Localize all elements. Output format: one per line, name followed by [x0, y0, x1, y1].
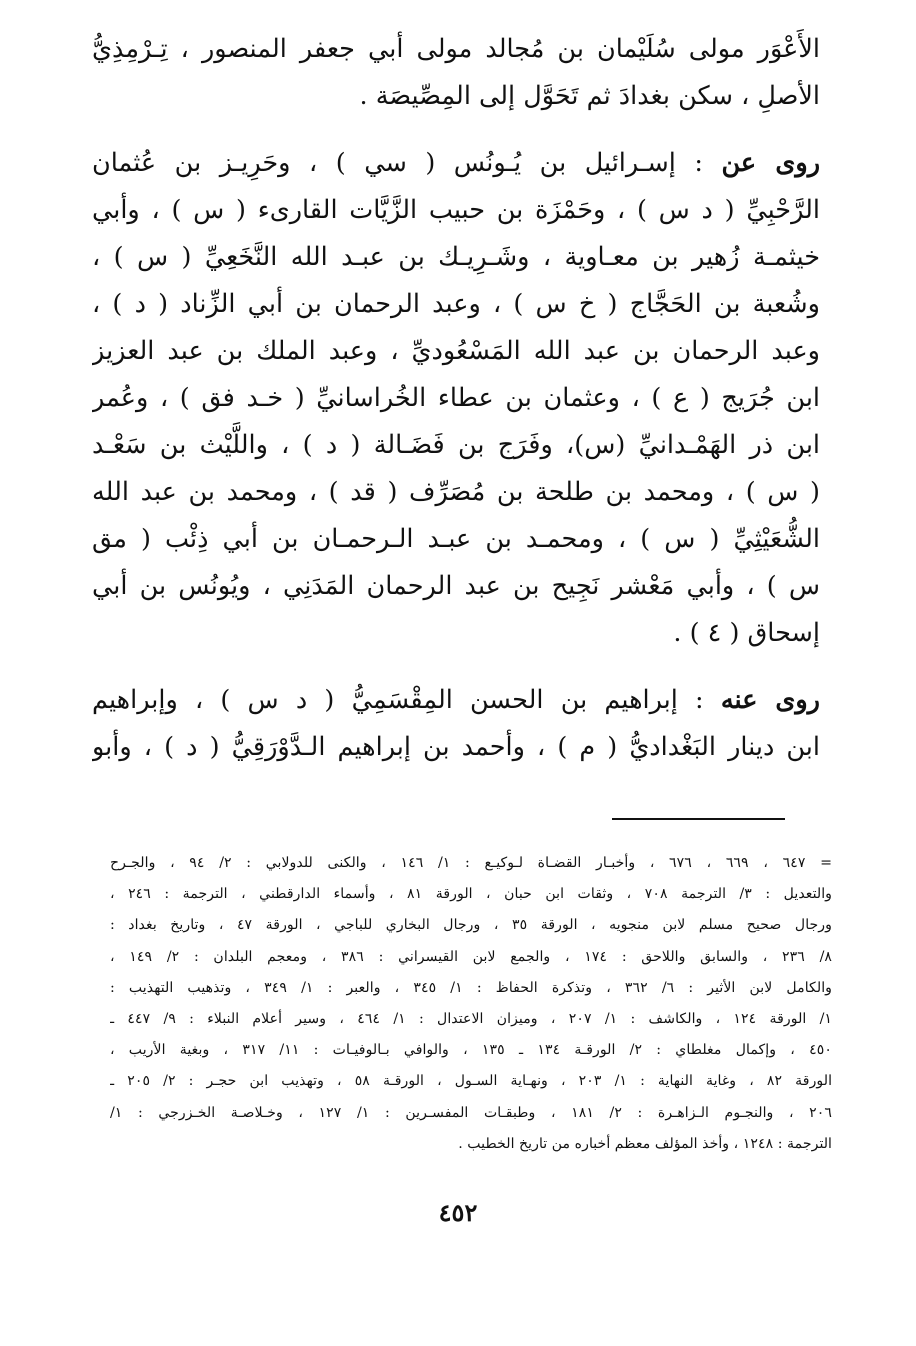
page-number: ٤٥٢: [438, 1198, 478, 1227]
section-lead-narrated-from: روى عن: [721, 148, 820, 178]
footnote-line: ٤٥٠ ، وإكمال مغلطاي : ٢/ الورقـة ١٣٤ ـ ١٣٥ ، والوافي بـالوفيـات : ١١/ ٣١٧ ، وبغية الأريب ،: [110, 1042, 832, 1059]
text-line: الشُّعَيْثِيِّ ( س ) ، ومحمـد بن عبـد الـرحمـان بن أبي ذِئْب ( مق: [92, 524, 820, 554]
text-line: وعبد الرحمان بن عبد الله المَسْعُوديِّ ، وعبد الملك بن عبد العزيز: [92, 336, 820, 366]
text-line: ابن دينار البَغْداديُّ ( م ) ، وأحمد بن إبراهيم الـدَّوْرَقِيُّ ( د ) ، وأبو: [92, 732, 820, 762]
paragraph-gap: [92, 120, 820, 140]
text-line: س ) ، وأبي مَعْشر نَجِيح بن عبد الرحمان المَدَنِي ، ويُونُس بن أبي: [92, 571, 820, 601]
text-line: ابن جُرَيج ( ع ) ، وعثمان بن عطاء الخُراسانيِّ ( خـد فق ) ، وعُمر: [92, 383, 820, 413]
paragraph-gap: [92, 657, 820, 677]
footnote-line: = ٦٤٧ ، ٦٦٩ ، ٦٧٦ ، وأخبـار القضـاة لـوكيـع : ١/ ١٤٦ ، والكنى للدولابي : ٢/ ٩٤ ، والجـرح: [110, 855, 832, 871]
footnote-line: والكامل لابن الأثير : ٦/ ٣٦٢ ، وتذكرة الحفاظ : ١/ ٣٤٥ ، والعبر : ١/ ٣٤٩ ، وتذهيب التهذيب :: [110, 979, 832, 996]
text-line: الرَّحْبِيِّ ( د س ) ، وحَمْزَة بن حبيب الزَّيَّات القارىء ( س ) ، وأبي: [92, 195, 820, 225]
footnote-line: الترجمة : ١٢٤٨ ، وأخذ المؤلف معظم أخباره من تاريخ الخطيب .: [458, 1135, 832, 1152]
text-line: خيثمـة زُهير بن معـاوية ، وشَـرِيـك بن عبـد الله النَّخَعِيِّ ( س ) ،: [92, 242, 820, 272]
footnote-separator: [612, 818, 785, 820]
footnote-line: والتعديل : ٣/ الترجمة ٧٠٨ ، وثقات ابن حبان ، الورقة ٨١ ، وأسماء الدارقطني ، الترجمة : ٢٤٦ ،: [110, 886, 832, 903]
footnote-line: ١/ الورقة ١٢٤ ، والكاشف : ١/ ٢٠٧ ، وميزان الاعتدال : ١/ ٤٦٤ ، وسير أعلام النبلاء : ٩/ ٤٤٧ ـ: [110, 1010, 832, 1027]
text-line: [92, 140, 820, 187]
text-line: ابن ذر الهَمْـدانيِّ (س)، وفَرَج بن فَضَـالة ( د ) ، واللَّيْث بن سَعْـد: [92, 430, 820, 460]
footnote-line: ورجال صحيح مسلم لابن منجويه ، الورقة ٣٥ ، ورجال البخاري للباجي ، الورقة ٤٧ ، وتاريخ بغداد :: [110, 917, 832, 934]
footnote-line: ٨/ ٢٣٦ ، والسابق واللاحق : ١٧٤ ، والجمع لابن القيسراني : ٣٨٦ ، ومعجم البلدان : ٢/ ١٤٩ ،: [110, 948, 832, 965]
footnotes: [110, 848, 832, 1160]
line-text: : إسـرائيل بن يُـونُس ( سي ) ، وحَرِيـز بن عُثمان: [92, 148, 722, 178]
line-text: : إبراهيم بن الحسن المِقْسَمِيُّ ( د س ) ، وإبراهيم: [92, 685, 721, 715]
footnote-line: ٢٠٦ ، والنجـوم الـزاهـرة : ٢/ ١٨١ ، وطبقـات المفسـرين : ١/ ١٢٧ ، وخـلاصـة الخـزرجي : ١/: [110, 1104, 832, 1121]
text-line: إسحاق ( ٤ ) .: [673, 618, 820, 648]
footnote-line: الورقة ٨٢ ، وغاية النهاية : ١/ ٢٠٣ ، ونهـاية السـول ، الورقـة ٥٨ ، وتهذيب ابن حجـر : ٢/ ٢٠٥ ـ: [110, 1073, 832, 1090]
section-lead-narrated-by: روى عنه: [720, 685, 820, 715]
main-text: [92, 26, 820, 771]
text-line: الأَعْوَر مولى سُلَيْمان بن مُجالد مولى أبي جعفر المنصور ، تِـرْمِذِيُّ: [92, 34, 820, 64]
text-line: [92, 677, 820, 724]
text-line: وشُعبة بن الحَجَّاج ( خ س ) ، وعبد الرحمان بن أبي الزِّناد ( د ) ،: [92, 289, 820, 319]
text-line: الأصلِ ، سكن بغدادَ ثم تَحَوَّل إلى المِصِّيصَة .: [359, 81, 820, 111]
text-line: ( س ) ، ومحمد بن طلحة بن مُصَرِّف ( قد ) ، ومحمد بن عبد الله: [92, 477, 820, 507]
